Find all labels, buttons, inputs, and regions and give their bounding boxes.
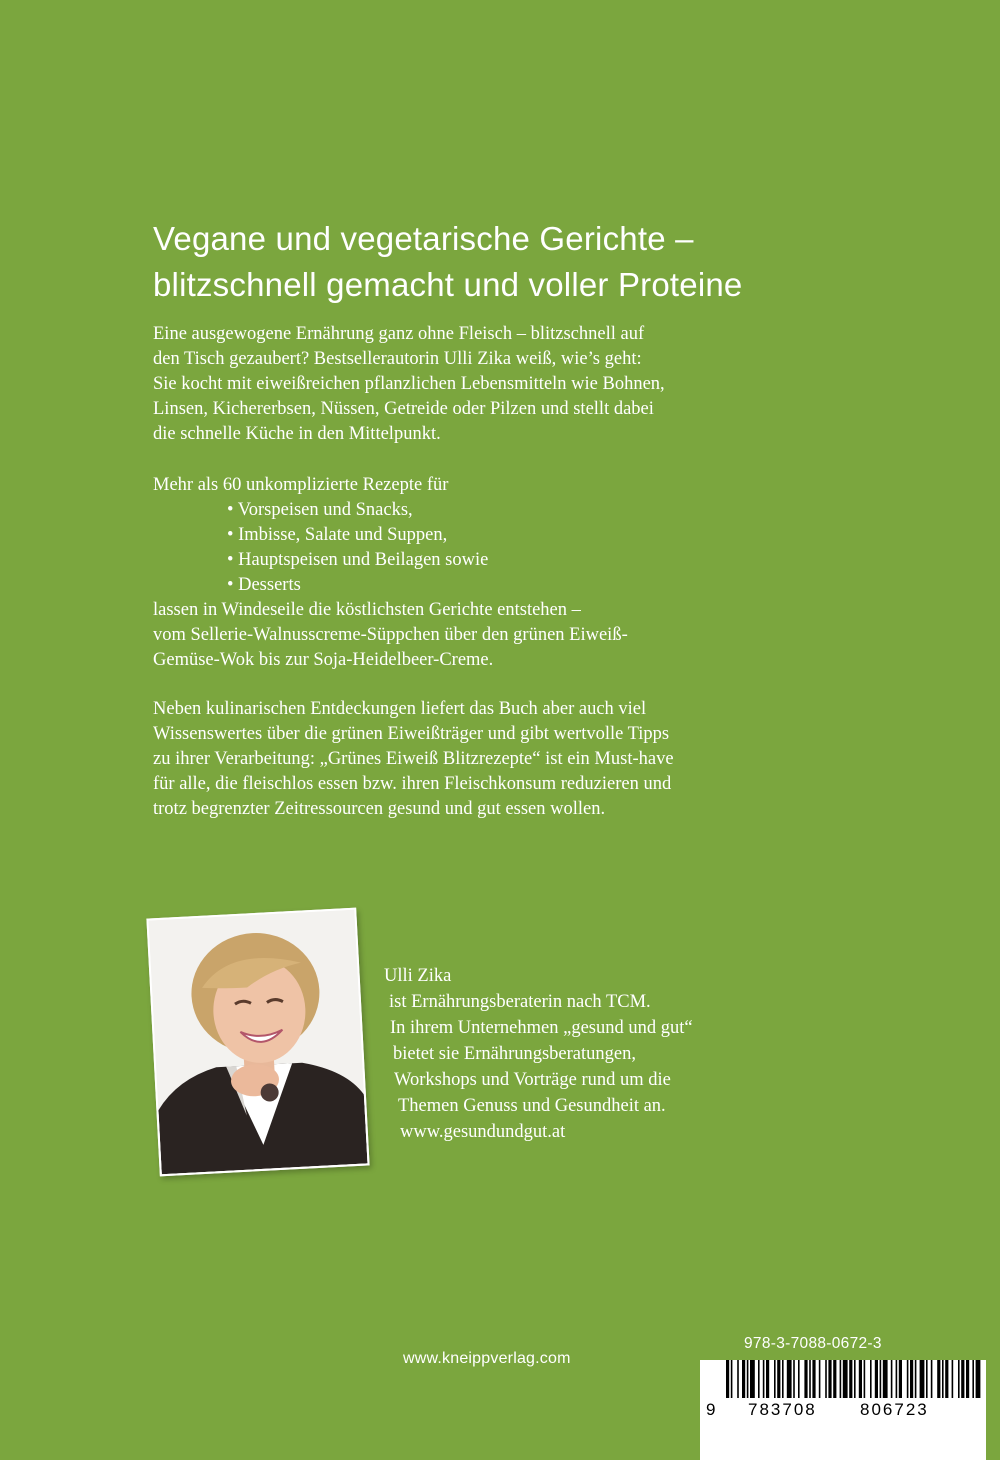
list-item: • Desserts [227,575,301,595]
list-item: • Vorspeisen und Snacks, [227,500,413,520]
text-line: Themen Genuss und Gesundheit an. [398,1096,666,1116]
text-line: Eine ausgewogene Ernährung ganz ohne Fleisch – blitzschnell auf [153,324,645,344]
closing-paragraph [153,697,913,822]
text-line: Gemüse-Wok bis zur Soja-Heidelbeer-Creme. [153,650,494,670]
intro-paragraph [153,322,913,447]
text-line: In ihrem Unternehmen „gesund und gut“ [390,1018,693,1038]
isbn-number: 978-3-7088-0672-3 [744,1335,882,1352]
text-line: bietet sie Ernährungsberatungen, [393,1044,636,1064]
headline-line: Vegane und vegetarische Gerichte – [153,220,694,257]
recipes-intro: Mehr als 60 unkomplizierte Rezepte für [153,475,449,495]
back-cover-headline [153,216,913,308]
ean13-barcode-icon [700,1360,986,1420]
author-bio [384,963,804,1145]
text-line: zu ihrer Verarbeitung: „Grünes Eiweiß Blitzrezepte“ ist ein Must-have [153,749,674,769]
text-line: Neben kulinarischen Entdeckungen liefert das Buch aber auch viel [153,699,647,719]
text-line: für alle, die fleischlos essen bzw. ihren Fleischkonsum reduzieren und [153,774,672,794]
barcode-digits-left: 783708 [748,1400,817,1419]
author-name: Ulli Zika [384,966,452,986]
barcode-digits-right: 806723 [860,1400,929,1419]
publisher-website[interactable]: www.kneippverlag.com [403,1350,571,1367]
text-line: Wissenswertes über die grünen Eiweißträger und gibt wertvolle Tipps [153,724,670,744]
author-portrait-icon [148,910,367,1174]
author-photo [146,908,369,1177]
text-line: Linsen, Kichererbsen, Nüssen, Getreide oder Pilzen und stellt dabei [153,399,654,419]
text-line: lassen in Windeseile die köstlichsten Gerichte entstehen – [153,600,581,620]
recipes-paragraph [153,473,913,673]
barcode-digit-first: 9 [706,1400,716,1419]
author-website[interactable]: www.gesundundgut.at [400,1122,566,1142]
list-item: • Imbisse, Salate und Suppen, [227,525,448,545]
text-line: ist Ernährungsberaterin nach TCM. [389,992,651,1012]
recipe-category-list [153,498,913,598]
headline-line: blitzschnell gemacht und voller Proteine [153,266,743,303]
text-line: trotz begrenzter Zeitressourcen gesund und gut essen wollen. [153,799,606,819]
list-item: • Hauptspeisen und Beilagen sowie [227,550,489,570]
barcode [700,1360,986,1460]
text-line: Sie kocht mit eiweißreichen pflanzlichen Lebensmitteln wie Bohnen, [153,374,665,394]
text-line: die schnelle Küche in den Mittelpunkt. [153,424,441,444]
text-line: Workshops und Vorträge rund um die [394,1070,671,1090]
text-line: den Tisch gezaubert? Bestsellerautorin Ulli Zika weiß, wie’s geht: [153,349,642,369]
text-line: vom Sellerie-Walnusscreme-Süppchen über den grünen Eiweiß- [153,625,628,645]
